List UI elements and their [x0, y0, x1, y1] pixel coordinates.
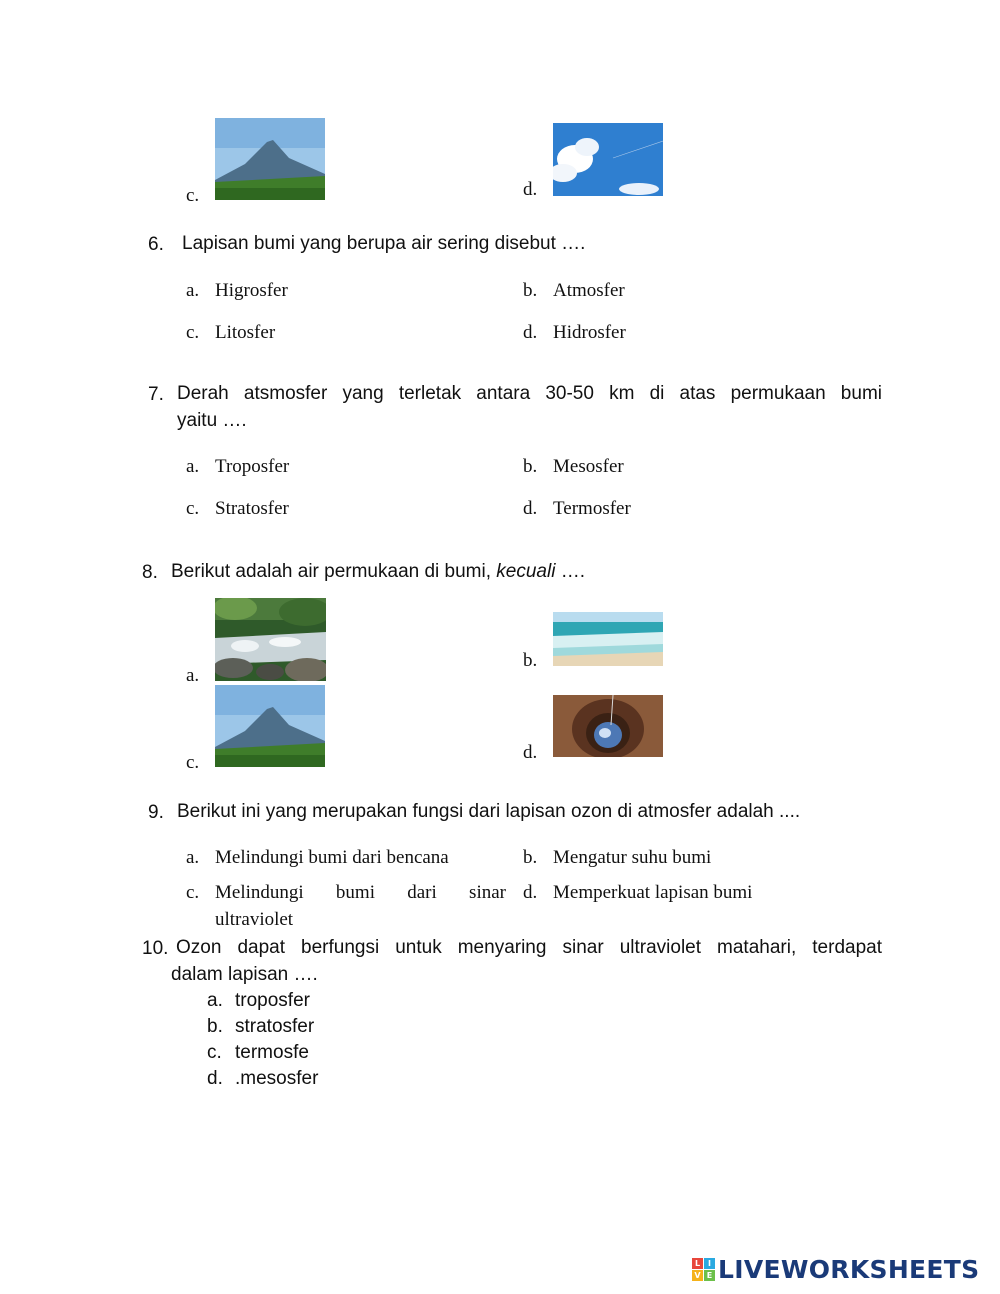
liveworksheets-logo-text: LIVEWORKSHEETS	[718, 1254, 980, 1284]
q10-option-d-text[interactable]: .mesosfer	[235, 1068, 319, 1089]
q8-question-text	[171, 558, 585, 585]
logo-icon-tile-v: V	[692, 1270, 703, 1281]
q8-option-d-label: d.	[523, 742, 538, 763]
q6-option-b-text[interactable]: Atmosfer	[553, 280, 625, 301]
q10-option-d-label: d.	[207, 1068, 223, 1089]
q10-number: 10.	[142, 938, 169, 959]
logo-icon-tile-e: E	[704, 1270, 715, 1281]
q6-option-c-label: c.	[186, 322, 200, 343]
q9-option-c-text-line1[interactable]: Melindungi bumi dari sinar	[215, 882, 506, 903]
q9-option-a-label: a.	[186, 847, 200, 868]
q6-option-a-label: a.	[186, 280, 200, 301]
q8-well-image[interactable]	[553, 695, 663, 757]
q9-option-a-text[interactable]: Melindungi bumi dari bencana	[215, 847, 449, 868]
q9-option-c-text-line2[interactable]: ultraviolet	[215, 909, 294, 930]
q5-option-d-label: d.	[523, 179, 538, 200]
q8-mountain-image[interactable]	[215, 685, 325, 767]
q8-question-emphasis: kecuali	[496, 561, 556, 582]
q8-question-main: Berikut adalah air permukaan di bumi,	[171, 561, 497, 582]
q10-option-b-text[interactable]: stratosfer	[235, 1016, 315, 1037]
q7-option-a-label: a.	[186, 456, 200, 477]
q8-question-suffix: ….	[555, 561, 586, 582]
q7-option-b-text[interactable]: Mesosfer	[553, 456, 624, 477]
liveworksheets-logo-icon	[692, 1258, 715, 1281]
q7-option-d-label: d.	[523, 498, 538, 519]
q9-option-d-text[interactable]: Memperkuat lapisan bumi	[553, 882, 753, 903]
q5-option-c-label: c.	[186, 185, 200, 206]
q10-option-a-text[interactable]: troposfer	[235, 990, 310, 1011]
q5-mountain-image[interactable]	[215, 118, 325, 200]
q8-option-c-label: c.	[186, 752, 200, 773]
q7-option-b-label: b.	[523, 456, 538, 477]
logo-icon-tile-i: I	[704, 1258, 715, 1269]
logo-icon-tile-l: L	[692, 1258, 703, 1269]
q9-number: 9.	[148, 802, 164, 823]
q7-option-c-label: c.	[186, 498, 200, 519]
liveworksheets-logo[interactable]	[692, 1254, 979, 1284]
q7-option-c-text[interactable]: Stratosfer	[215, 498, 289, 519]
q6-number: 6.	[148, 234, 164, 255]
q6-option-c-text[interactable]: Litosfer	[215, 322, 276, 343]
q6-question-text: Lapisan bumi yang berupa air sering disebut ….	[182, 233, 586, 254]
q10-option-b-label: b.	[207, 1016, 223, 1037]
q5-sky-image[interactable]	[553, 123, 663, 196]
q7-question-line2: yaitu ….	[177, 410, 247, 431]
q8-river-image[interactable]	[215, 598, 326, 681]
q10-option-a-label: a.	[207, 990, 223, 1011]
q6-option-a-text[interactable]: Higrosfer	[215, 280, 288, 301]
q10-option-c-label: c.	[207, 1042, 222, 1063]
q7-number: 7.	[148, 384, 164, 405]
q9-option-c-label: c.	[186, 882, 200, 903]
q6-option-d-label: d.	[523, 322, 538, 343]
q9-option-b-label: b.	[523, 847, 538, 868]
q7-option-d-text[interactable]: Termosfer	[553, 498, 631, 519]
q9-question-text: Berikut ini yang merupakan fungsi dari lapisan ozon di atmosfer adalah ....	[177, 801, 801, 822]
q7-question-line1: Derah atsmosfer yang terletak antara 30-50 km di atas permukaan bumi	[177, 383, 882, 404]
q8-number: 8.	[142, 562, 158, 583]
q9-option-d-label: d.	[523, 882, 538, 903]
q8-beach-image[interactable]	[553, 612, 663, 666]
q10-question-line1: Ozon dapat berfungsi untuk menyaring sinar ultraviolet matahari, terdapat	[176, 937, 882, 958]
q10-question-line2: dalam lapisan ….	[171, 964, 318, 985]
q10-option-c-text[interactable]: termosfe	[235, 1042, 309, 1063]
q8-option-a-label: a.	[186, 665, 200, 686]
q9-option-b-text[interactable]: Mengatur suhu bumi	[553, 847, 712, 868]
q6-option-b-label: b.	[523, 280, 538, 301]
q8-option-b-label: b.	[523, 650, 538, 671]
q7-option-a-text[interactable]: Troposfer	[215, 456, 290, 477]
q6-option-d-text[interactable]: Hidrosfer	[553, 322, 626, 343]
